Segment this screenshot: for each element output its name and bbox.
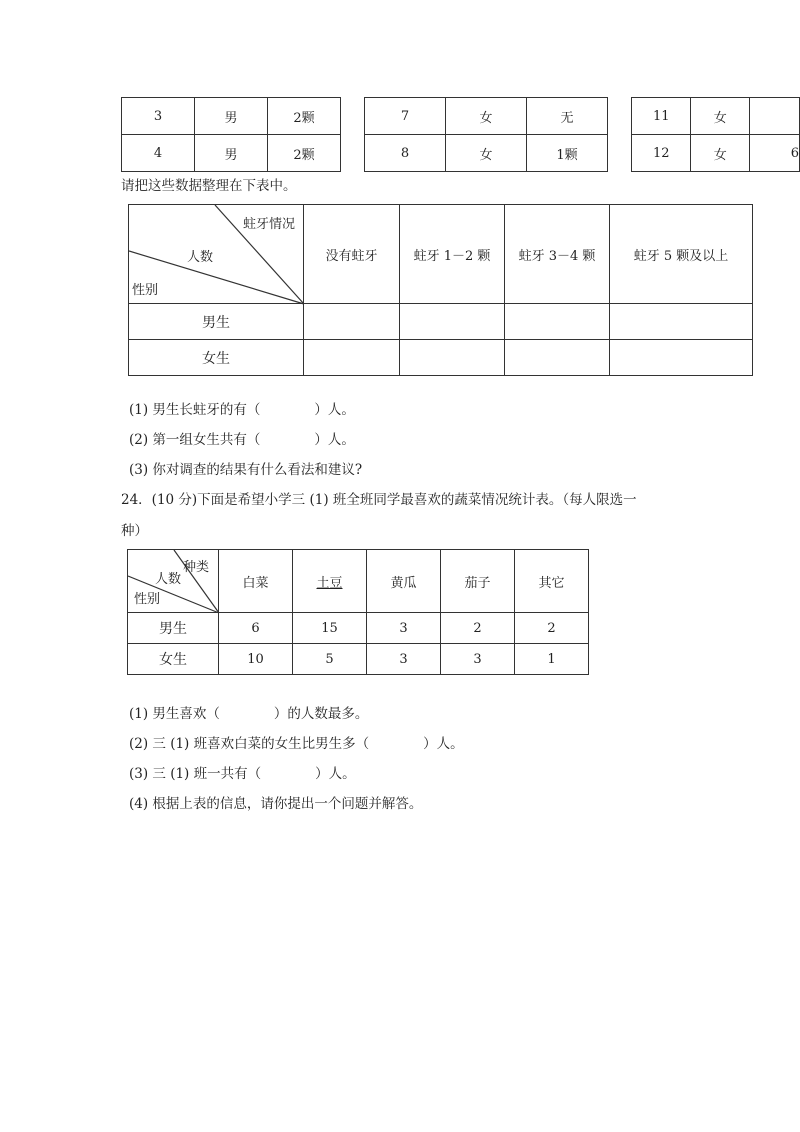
table-cell	[750, 98, 800, 135]
table-cell: 15	[293, 613, 367, 644]
column-header: 白菜	[219, 550, 293, 613]
question-23-2: (2) 第一组女生共有（ ）人。	[129, 432, 355, 448]
table-cell: 3	[367, 613, 441, 644]
corner-label-middle: 人数	[187, 250, 214, 265]
column-header: 土豆	[293, 550, 367, 613]
table-row	[365, 98, 608, 135]
empty-cell[interactable]	[304, 340, 400, 376]
table-row	[632, 135, 800, 172]
empty-cell[interactable]	[304, 304, 400, 340]
row-header: 男生	[128, 613, 219, 644]
data-table-3	[631, 97, 800, 172]
corner-label-bottom: 性别	[134, 592, 161, 607]
table-cell: 2颗	[268, 135, 341, 172]
table-row	[365, 135, 608, 172]
table-row	[129, 304, 753, 340]
column-header: 没有蛀牙	[304, 205, 400, 304]
table-cell: 男	[195, 135, 268, 172]
table-cell: 1	[515, 644, 589, 675]
empty-cell[interactable]	[505, 340, 610, 376]
table-row	[128, 644, 589, 675]
table-cell: 4	[122, 135, 195, 172]
question-23-3: (3) 你对调查的结果有什么看法和建议?	[129, 462, 363, 478]
data-table-2	[364, 97, 608, 172]
instruction-text: 请把这些数据整理在下表中。	[121, 178, 297, 194]
question-24-title: 24．(10 分)下面是希望小学三 (1) 班全班同学最喜欢的蔬菜情况统计表。（每人限选一	[121, 492, 637, 508]
table-cell: 6	[219, 613, 293, 644]
data-table-3-clip	[631, 97, 800, 172]
diagonal-header-cell	[128, 550, 219, 613]
column-header: 蛀牙 1－2 颗	[400, 205, 505, 304]
table-cell: 7	[365, 98, 446, 135]
question-24-2: (2) 三 (1) 班喜欢白菜的女生比男生多（ ）人。	[129, 736, 464, 752]
column-header: 蛀牙 3－4 颗	[505, 205, 610, 304]
table-cell: 2	[441, 613, 515, 644]
corner-label-bottom: 性别	[132, 283, 159, 298]
question-23-1: (1) 男生长蛀牙的有（ ）人。	[129, 402, 355, 418]
row-header: 女生	[128, 644, 219, 675]
question-24-3: (3) 三 (1) 班一共有（ ）人。	[129, 766, 356, 782]
empty-cell[interactable]	[400, 340, 505, 376]
row-header: 男生	[129, 304, 304, 340]
table-cell: 3	[122, 98, 195, 135]
table-cell: 女	[446, 98, 527, 135]
question-24-title-cont: 种）	[121, 523, 148, 539]
table-cell: 男	[195, 98, 268, 135]
table-cell: 2	[515, 613, 589, 644]
table-cell: 3	[441, 644, 515, 675]
data-table-1	[121, 97, 341, 172]
empty-cell[interactable]	[610, 304, 753, 340]
table-cell: 12	[632, 135, 691, 172]
table-header-row	[129, 205, 753, 304]
question-24-1: (1) 男生喜欢（ ）的人数最多。	[129, 706, 369, 722]
diagonal-header-cell	[129, 205, 304, 304]
table-cell: 2颗	[268, 98, 341, 135]
table-row	[128, 613, 589, 644]
table-cell: 女	[446, 135, 527, 172]
table-cell: 10	[219, 644, 293, 675]
corner-label-top: 种类	[183, 560, 210, 575]
question-24-4: (4) 根据上表的信息，请你提出一个问题并解答。	[129, 796, 423, 812]
table-cell: 6	[750, 135, 800, 172]
table-cell: 5	[293, 644, 367, 675]
empty-cell[interactable]	[505, 304, 610, 340]
table-cell: 无	[527, 98, 608, 135]
column-header: 黄瓜	[367, 550, 441, 613]
row-header: 女生	[129, 340, 304, 376]
vegetable-table	[127, 549, 589, 675]
empty-cell[interactable]	[400, 304, 505, 340]
table-cell: 女	[691, 98, 750, 135]
table-row	[122, 98, 341, 135]
table-header-row	[128, 550, 589, 613]
table-cell: 女	[691, 135, 750, 172]
tooth-decay-table	[128, 204, 753, 376]
table-cell: 11	[632, 98, 691, 135]
table-row	[122, 135, 341, 172]
empty-cell[interactable]	[610, 340, 753, 376]
table-cell: 1颗	[527, 135, 608, 172]
table-cell: 8	[365, 135, 446, 172]
corner-label-top: 蛀牙情况	[243, 217, 296, 232]
column-header: 蛀牙 5 颗及以上	[610, 205, 753, 304]
table-row	[632, 98, 800, 135]
column-header: 茄子	[441, 550, 515, 613]
corner-label-middle: 人数	[155, 572, 182, 587]
table-row	[129, 340, 753, 376]
column-header: 其它	[515, 550, 589, 613]
table-cell: 3	[367, 644, 441, 675]
